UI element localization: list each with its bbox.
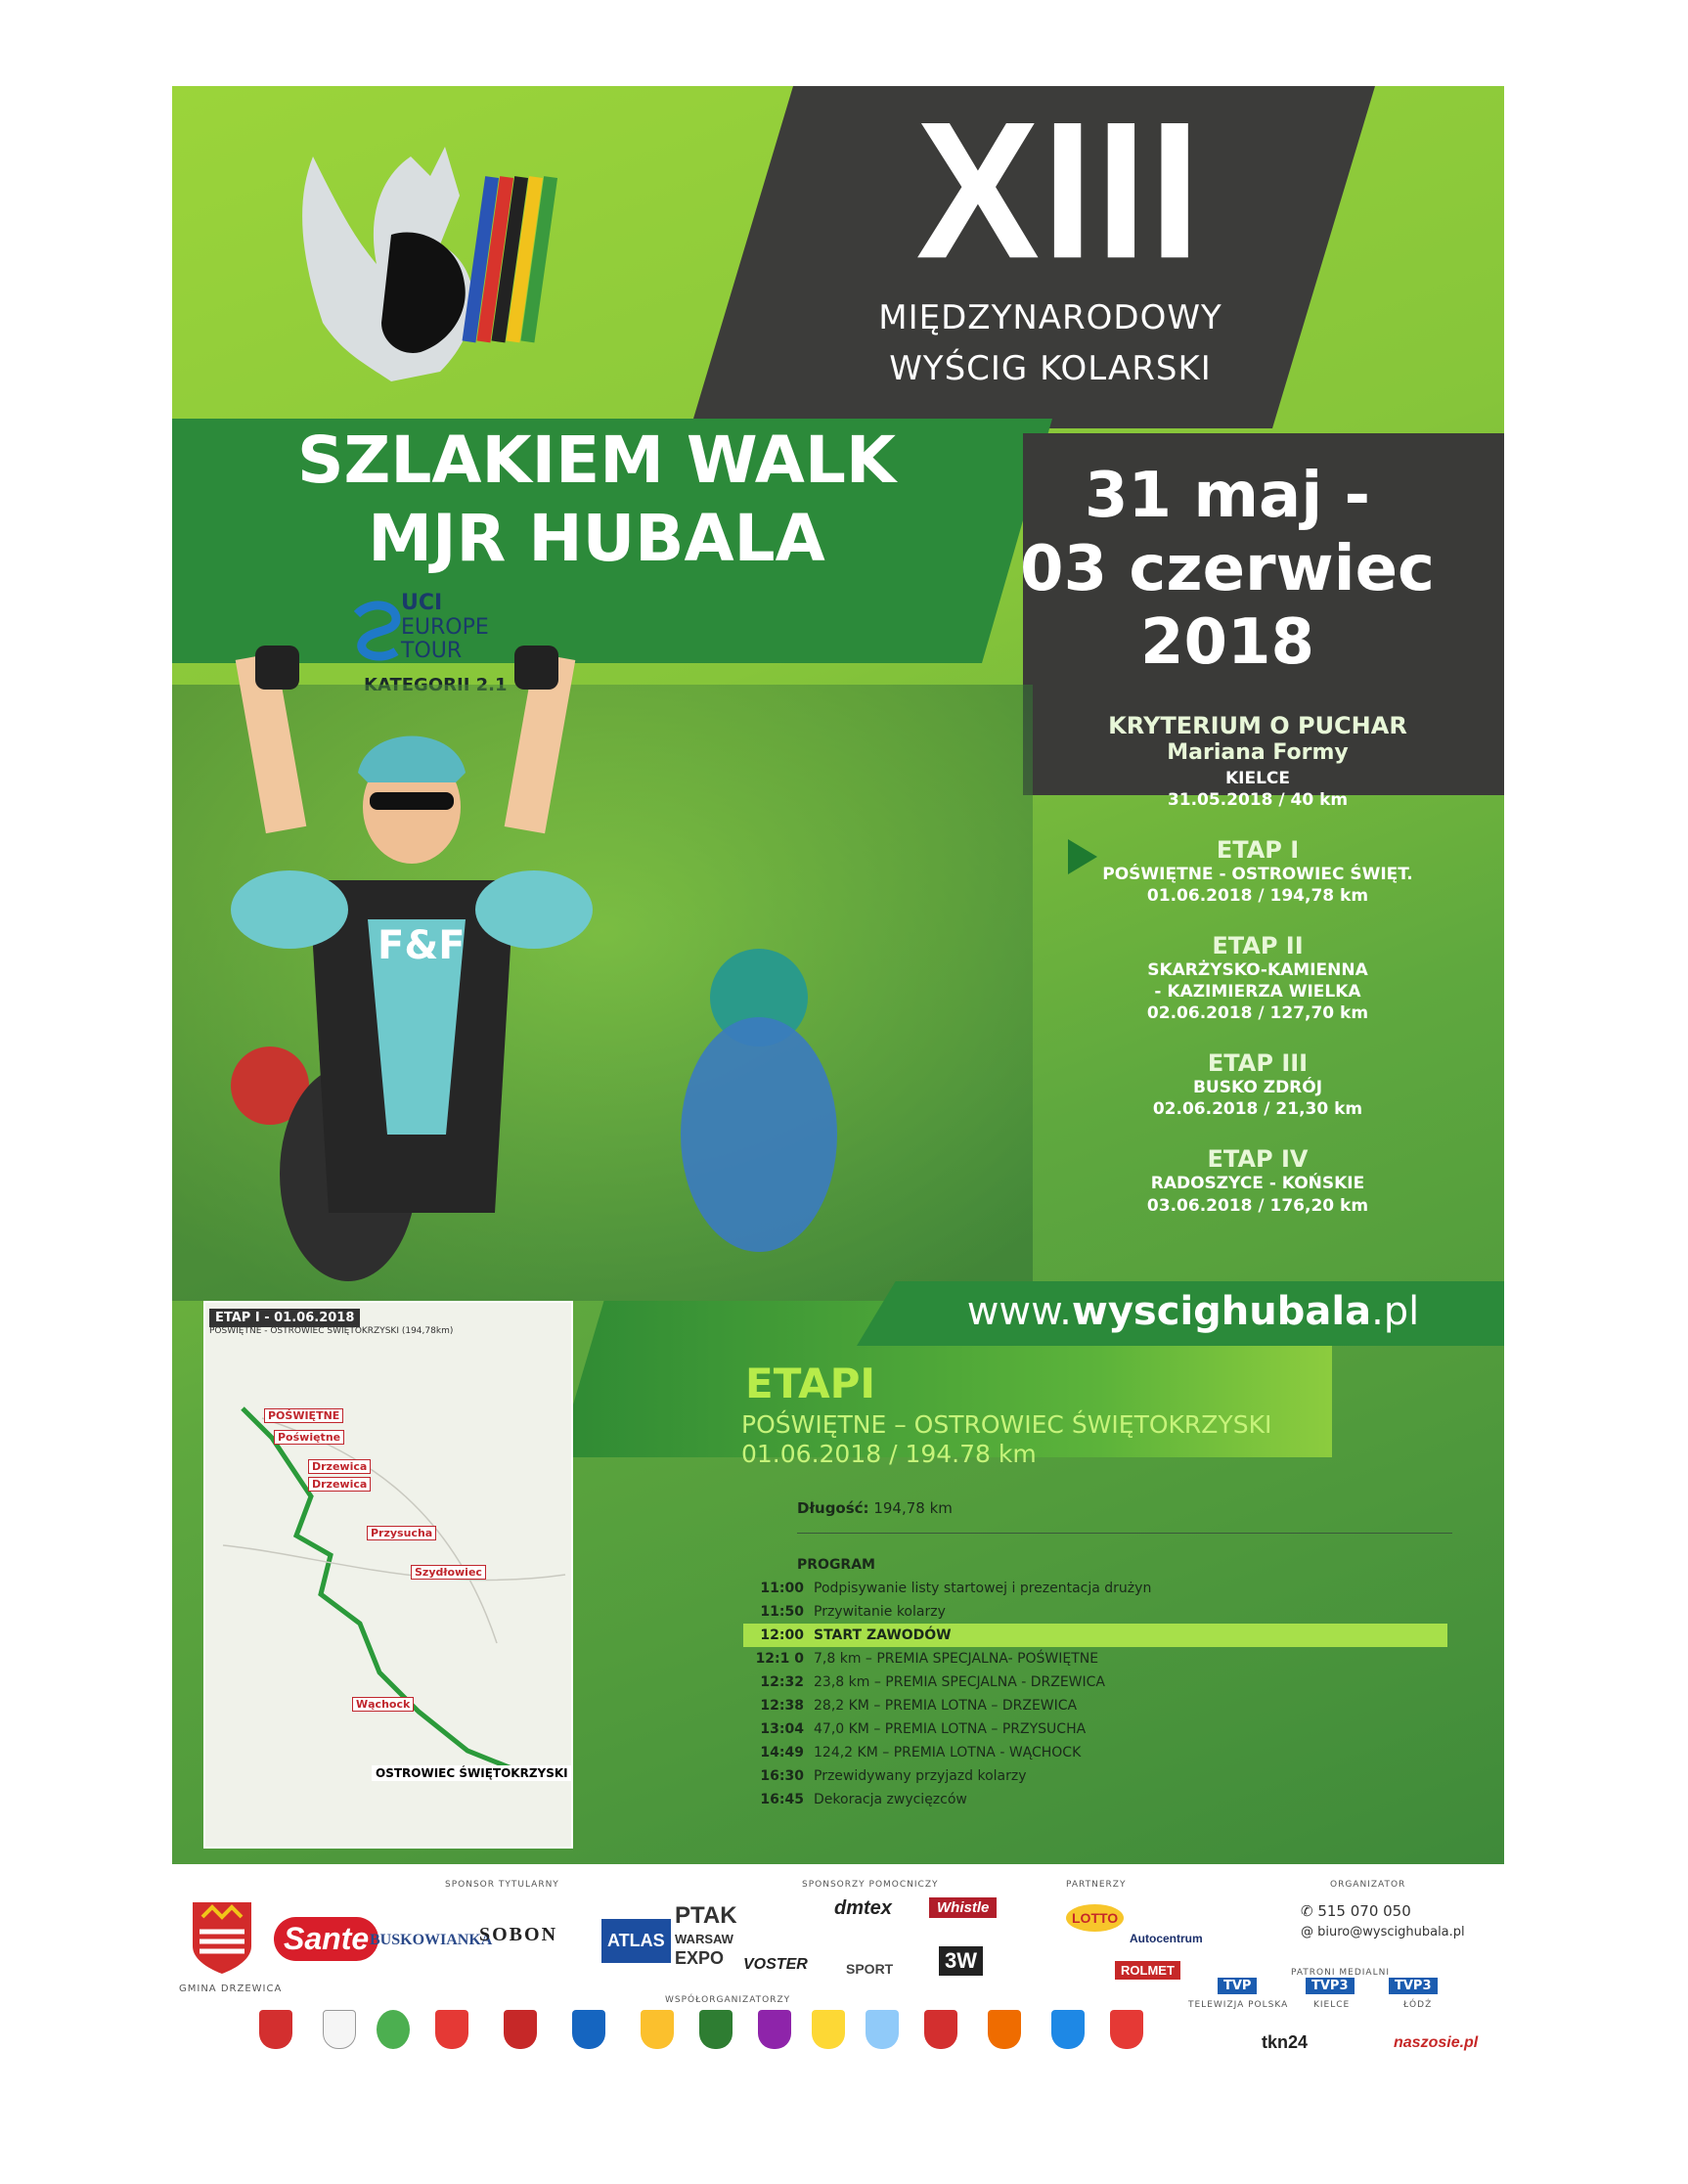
race-subtitle-line1: MIĘDZYNARODOWY — [878, 298, 1222, 337]
atlas-logo: ATLAS — [601, 1919, 671, 1963]
svg-text:F&F: F&F — [378, 923, 466, 968]
program-time: 11:00 — [760, 1581, 804, 1596]
program-time: 12:38 — [760, 1698, 804, 1714]
tvp-logo: TVP — [1218, 1978, 1257, 1994]
map-title: ETAP I - 01.06.2018 — [209, 1309, 360, 1327]
program-text: 47,0 KM – PREMIA LOTNA – PRZYSUCHA — [814, 1721, 1087, 1737]
crest-icon — [1110, 2010, 1143, 2049]
stage-item — [1023, 836, 1492, 907]
phone-value: 515 070 050 — [1317, 1902, 1411, 1920]
map-label: Szydłowiec — [411, 1565, 486, 1580]
program-row-highlight — [743, 1624, 1447, 1647]
stage-line: RADOSZYCE - KOŃSKIE — [1150, 1174, 1365, 1194]
program-heading: PROGRAM — [797, 1557, 875, 1573]
uci-europe-label: EUROPE — [401, 615, 489, 640]
program-time: 12:00 — [760, 1627, 804, 1643]
sport-logo: SPORT — [846, 1961, 894, 1977]
stage-name: ETAP IV — [1207, 1145, 1309, 1174]
crest-icon — [377, 2010, 410, 2049]
etap-panel-date: 01.06.2018 / 194.78 km — [741, 1440, 1037, 1468]
organizer-email[interactable]: @ biuro@wyscighubala.pl — [1301, 1925, 1465, 1939]
sobon-logo: SOBON — [479, 1924, 558, 1945]
program-row — [743, 1647, 1457, 1671]
program-text: 28,2 KM – PREMIA LOTNA – DRZEWICA — [814, 1698, 1078, 1714]
stage-line: 31.05.2018 / 40 km — [1167, 789, 1349, 810]
divider — [797, 1533, 1452, 1534]
title-line2: MJR HUBALA — [368, 501, 825, 576]
crest-icon — [758, 2010, 791, 2049]
tvp3-lodz-logo: TVP3 — [1389, 1978, 1438, 1994]
whistle-logo: Whistle — [929, 1897, 997, 1918]
map-label: Drzewica — [308, 1459, 371, 1474]
program-row — [743, 1764, 1457, 1788]
sponsor-partners-heading: PARTNERZY — [1066, 1880, 1127, 1890]
dmtex-logo: dmtex — [834, 1897, 892, 1919]
crest-icon — [988, 2010, 1021, 2049]
map-label: POŚWIĘTNE — [264, 1408, 343, 1423]
stage-name: ETAP III — [1207, 1049, 1309, 1078]
tvp3-kielce-caption: KIELCE — [1313, 2000, 1351, 2010]
stage-line: BUSKO ZDRÓJ — [1192, 1078, 1323, 1098]
edition-numeral: XIII — [915, 81, 1203, 300]
url-prefix: www. — [966, 1289, 1072, 1334]
program-time: 11:50 — [760, 1604, 804, 1620]
program-text: START ZAWODÓW — [814, 1627, 952, 1643]
sponsor-organizer-heading: ORGANIZATOR — [1330, 1880, 1406, 1890]
cyclists-photo — [172, 626, 1033, 1301]
uci-label: UCI — [401, 591, 443, 615]
sponsor-support-heading: SPONSORZY POMOCNICZY — [802, 1880, 939, 1890]
stage-line: 02.06.2018 / 127,70 km — [1146, 1003, 1369, 1024]
email-value: biuro@wyscighubala.pl — [1317, 1925, 1465, 1939]
race-subtitle-line2: WYŚCIG KOLARSKI — [889, 349, 1212, 388]
stage-line: 02.06.2018 / 21,30 km — [1152, 1099, 1363, 1120]
naszosie-logo: naszosie.pl — [1394, 2034, 1479, 2051]
url-suffix: .pl — [1371, 1289, 1420, 1334]
map-label: Wąchock — [352, 1697, 414, 1712]
ptak-warsaw-logo: WARSAW — [675, 1932, 733, 1946]
date-line1: 31 maj - — [1085, 460, 1370, 532]
stages-list — [1023, 712, 1492, 1242]
title-line1: SZLAKIEM WALK — [296, 423, 897, 498]
stage-item — [1023, 1145, 1492, 1216]
program-text: Przewidywany przyjazd kolarzy — [814, 1768, 1027, 1784]
program-text: Podpisywanie listy startowej i prezentacja drużyn — [814, 1581, 1152, 1596]
crest-icon — [866, 2010, 899, 2049]
stage-length — [797, 1499, 953, 1517]
sponsor-coorg-heading: WSPÓŁORGANIZATORZY — [665, 1995, 791, 2005]
crest-icon — [641, 2010, 674, 2049]
tvp3-kielce-logo: TVP3 — [1306, 1978, 1355, 1994]
crest-icon — [699, 2010, 733, 2049]
autocentrum-logo: Autocentrum — [1130, 1932, 1203, 1945]
uci-tour-label: TOUR — [401, 639, 463, 663]
map-finish-label: OSTROWIEC ŚWIĘTOKRZYSKI — [372, 1765, 572, 1781]
sponsor-title-heading: SPONSOR TYTULARNY — [445, 1880, 559, 1890]
tvp3-lodz-caption: ŁÓDŹ — [1403, 2000, 1433, 2010]
program-text: 124,2 KM – PREMIA LOTNA - WĄCHOCK — [814, 1745, 1082, 1761]
tkn24-logo: tkn24 — [1262, 2032, 1309, 2052]
buskowianka-logo: BUSKOWIANKA — [370, 1932, 493, 1948]
date-line3: 2018 — [1139, 606, 1315, 679]
sante-logo: Sante — [274, 1917, 378, 1961]
program-row — [743, 1577, 1457, 1600]
program-list — [743, 1577, 1457, 1811]
voster-logo: VOSTER — [743, 1956, 808, 1973]
crest-icon — [504, 2010, 537, 2049]
program-text: 23,8 km – PREMIA SPECJALNA - DRZEWICA — [814, 1674, 1105, 1690]
program-time: 12:1 0 — [755, 1651, 804, 1667]
stage-line: Mariana Formy — [1167, 740, 1349, 765]
map-label: Poświętne — [274, 1430, 344, 1445]
website-url[interactable] — [919, 1289, 1467, 1334]
length-value: 194,78 km — [873, 1499, 953, 1517]
gmina-caption: GMINA DRZEWICA — [179, 1983, 283, 1994]
map-subtitle: POŚWIĘTNE - OSTROWIEC ŚWIĘTOKRZYSKI (194,78km) — [209, 1326, 454, 1336]
date-line2: 03 czerwiec — [1020, 533, 1435, 605]
lotto-logo: LOTTO — [1066, 1904, 1124, 1932]
sponsor-media-heading: PATRONI MEDIALNI — [1291, 1968, 1390, 1978]
program-time: 13:04 — [760, 1721, 804, 1737]
stage-line: 01.06.2018 / 194,78 km — [1146, 885, 1369, 906]
stage-item — [1023, 1049, 1492, 1120]
map-label: Drzewica — [308, 1477, 371, 1492]
crest-icon — [1051, 2010, 1085, 2049]
program-row — [743, 1788, 1457, 1811]
ptak-logo: PTAK — [675, 1902, 737, 1929]
length-label: Długość: — [797, 1499, 869, 1517]
tvp-caption: TELEWIZJA POLSKA — [1188, 2000, 1289, 2010]
url-domain: wyscighubala — [1071, 1289, 1372, 1334]
program-text: 7,8 km – PREMIA SPECJALNA- POŚWIĘTNE — [814, 1651, 1099, 1667]
program-row — [743, 1717, 1457, 1741]
program-text: Dekoracja zwycięzców — [814, 1792, 967, 1807]
program-time: 12:32 — [760, 1674, 804, 1690]
stage-item — [1023, 932, 1492, 1024]
crest-icon — [572, 2010, 605, 2049]
crest-icon — [924, 2010, 957, 2049]
stage-line: KIELCE — [1224, 768, 1291, 788]
drzewica-crest-icon — [188, 1897, 256, 1976]
3w-logo: 3W — [939, 1946, 983, 1976]
program-row — [743, 1694, 1457, 1717]
crest-icon — [435, 2010, 468, 2049]
ptak-expo-logo: EXPO — [675, 1948, 725, 1968]
organizer-phone[interactable]: ✆ 515 070 050 — [1301, 1902, 1411, 1920]
program-time: 16:30 — [760, 1768, 804, 1784]
stage-line: SKARŻYSKO-KAMIENNA — [1147, 959, 1368, 980]
stage-name: KRYTERIUM O PUCHAR — [1108, 712, 1407, 739]
stage-item — [1023, 712, 1492, 811]
program-row — [743, 1671, 1457, 1694]
program-time: 14:49 — [760, 1745, 804, 1761]
etap-panel-title: ETAPI — [745, 1359, 875, 1407]
program-time: 16:45 — [760, 1792, 804, 1807]
crest-icon — [812, 2010, 845, 2049]
stage-line: POŚWIĘTNE - OSTROWIEC ŚWIĘT. — [1102, 864, 1413, 884]
stage-line: 03.06.2018 / 176,20 km — [1146, 1195, 1369, 1216]
crest-icon — [259, 2010, 292, 2049]
stage-name: ETAP I — [1216, 835, 1300, 864]
stage-line: - KAZIMIERZA WIELKA — [1154, 982, 1361, 1003]
map-label: Przysucha — [367, 1526, 436, 1540]
stage-name: ETAP II — [1212, 931, 1304, 959]
program-row — [743, 1741, 1457, 1764]
race-emblem-icon — [284, 117, 557, 411]
program-text: Przywitanie kolarzy — [814, 1604, 946, 1620]
rolmet-logo: ROLMET — [1115, 1961, 1180, 1980]
program-row — [743, 1600, 1457, 1624]
crest-icon — [323, 2010, 356, 2049]
etap-panel-route: POŚWIĘTNE – OSTROWIEC ŚWIĘTOKRZYSKI — [741, 1410, 1272, 1439]
